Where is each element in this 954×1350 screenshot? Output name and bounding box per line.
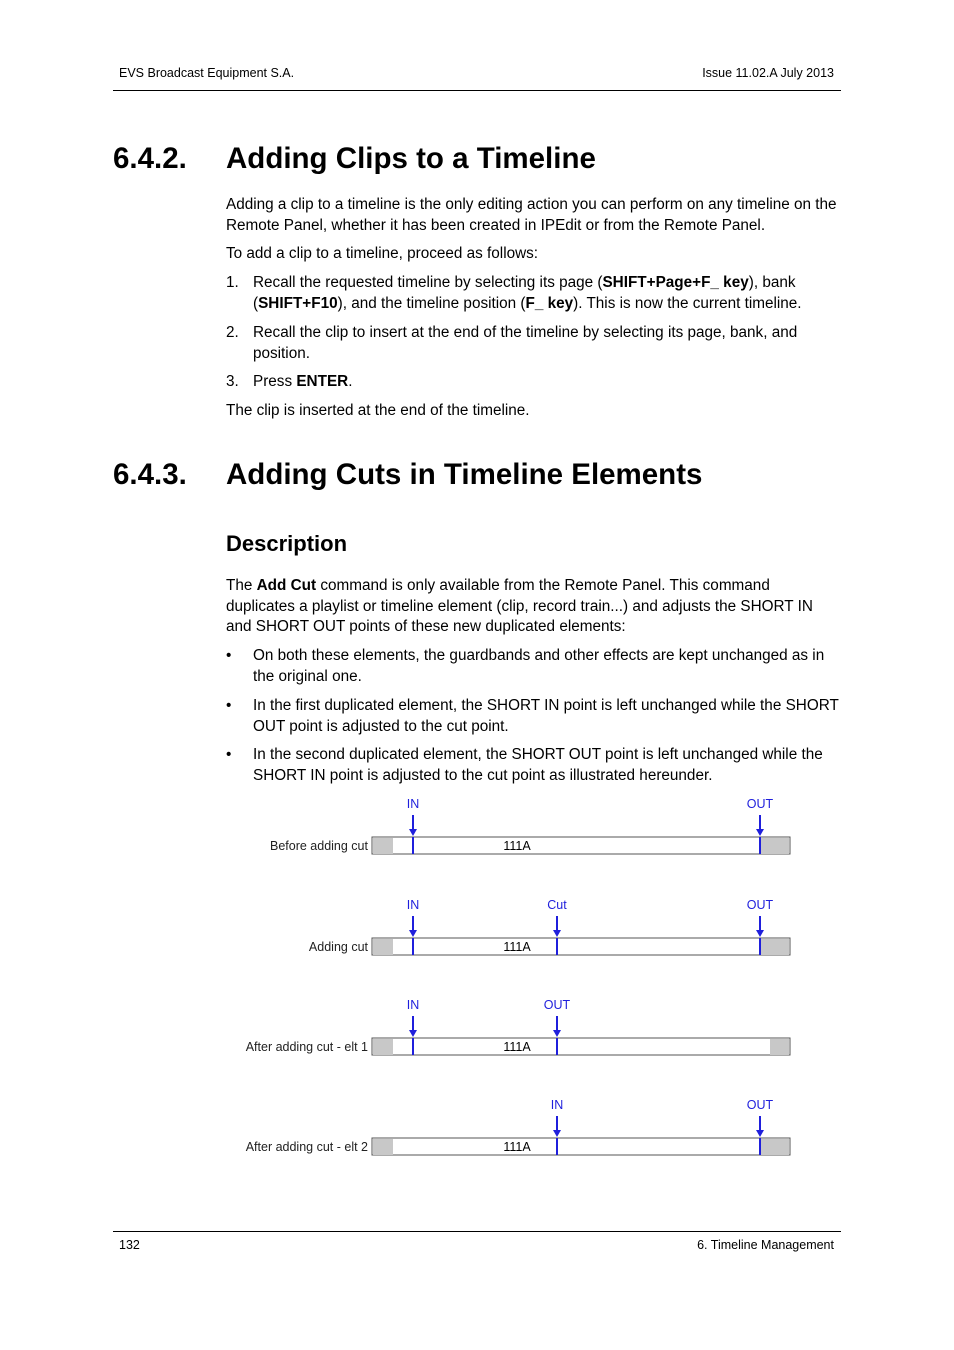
subsection-title: Description <box>226 531 348 556</box>
guardband-left <box>373 1139 393 1155</box>
marker-arrowhead <box>553 1130 561 1137</box>
bullet-item <box>226 696 841 737</box>
marker-label: OUT <box>746 797 774 811</box>
bold-text: SHIFT+Page+F_ key <box>602 274 749 291</box>
text-run: The <box>226 577 257 594</box>
timeline-bar <box>372 1138 790 1155</box>
section-title-6-4-2 <box>113 142 596 176</box>
bullet-marker: • <box>226 746 232 763</box>
section-heading: Adding Clips to a Timeline <box>226 142 596 175</box>
bold-text: F_ key <box>525 294 574 312</box>
header-left: EVS Broadcast Equipment S.A. <box>119 66 295 80</box>
bullet-text: In the second duplicated element, the SHORT OUT point is left unchanged while the SHORT IN point is adjusted to the cut point as illustrated hereunder. <box>253 746 823 784</box>
guardband-right <box>770 1039 789 1055</box>
bold-text: ENTER <box>296 373 349 390</box>
marker-arrowhead <box>553 930 561 937</box>
bullet-item <box>226 745 841 786</box>
step-item <box>226 273 841 314</box>
footer-chapter: 6. Timeline Management <box>697 1238 834 1252</box>
step-number: 1. <box>226 274 239 291</box>
marker-arrowhead <box>756 930 764 937</box>
text-run: Recall the clip to insert at the end of the timeline by selecting its page, bank, and position. <box>253 324 798 362</box>
page-number: 132 <box>119 1238 140 1252</box>
clip-name: 111A <box>503 1140 531 1154</box>
clip-name: 111A <box>503 1040 531 1054</box>
section-title-6-4-3 <box>113 458 702 492</box>
section1-outro: The clip is inserted at the end of the timeline. <box>226 402 530 419</box>
bold-text: SHIFT+F10 <box>258 294 338 312</box>
marker-label: Cut <box>547 898 567 912</box>
guardband-right <box>760 838 789 854</box>
marker-label: IN <box>406 797 420 811</box>
step-item <box>226 323 841 364</box>
guardband-right <box>760 1139 789 1155</box>
marker-arrowhead <box>756 1130 764 1137</box>
section-number: 6.4.2. <box>113 142 187 175</box>
text-run: ), bank ( <box>253 274 796 312</box>
header-rule <box>113 90 841 91</box>
step-number: 3. <box>226 373 239 390</box>
marker-label: OUT <box>746 1098 774 1112</box>
guardband-left <box>373 939 393 955</box>
guardband-left <box>373 1039 393 1055</box>
marker-arrowhead <box>409 829 417 836</box>
marker-label: OUT <box>746 898 774 912</box>
timeline-bar <box>372 938 790 955</box>
clip-name: 111A <box>503 940 531 954</box>
marker-label: IN <box>406 998 420 1012</box>
text-run: Recall the requested timeline by selecting its page ( <box>253 274 603 291</box>
header-right: Issue 11.02.A July 2013 <box>702 66 834 80</box>
step-text <box>253 323 841 364</box>
marker-arrowhead <box>409 1030 417 1037</box>
text-run: ). This is now the current timeline. <box>573 294 802 312</box>
text-run: . <box>348 373 353 390</box>
marker-label: IN <box>550 1098 564 1112</box>
marker-arrowhead <box>553 1030 561 1037</box>
timeline-bar <box>372 1038 790 1055</box>
timeline-bar <box>372 837 790 854</box>
section-heading: Adding Cuts in Timeline Elements <box>226 458 703 491</box>
section1-lead: To add a clip to a timeline, proceed as follows: <box>226 245 539 262</box>
row-label: Before adding cut <box>270 839 368 853</box>
marker-label: IN <box>406 898 420 912</box>
bullet-text: On both these elements, the guardbands and other effects are kept unchanged as in the original one. <box>253 647 825 685</box>
footer-rule <box>113 1231 841 1232</box>
bullet-text: In the first duplicated element, the SHORT IN point is left unchanged while the SHORT OUT point is adjusted to the cut point. <box>253 697 839 735</box>
section2-intro <box>226 576 841 638</box>
step-number: 2. <box>226 324 239 341</box>
cut-diagram <box>230 786 800 1166</box>
text-run: ), and the timeline position ( <box>337 294 526 312</box>
bullet-marker: • <box>226 647 232 664</box>
text-run: Press <box>253 373 297 390</box>
bullet-marker: • <box>226 697 232 714</box>
marker-label: OUT <box>543 998 571 1012</box>
bullet-item <box>226 646 841 687</box>
guardband-left <box>373 838 393 854</box>
step-item <box>226 372 841 393</box>
section1-intro: Adding a clip to a timeline is the only editing action you can perform on any timeline on the Remote Panel, whether it has been created in IPEdit or from the Remote Panel. <box>226 196 837 234</box>
step-text <box>253 372 841 393</box>
clip-name: 111A <box>503 839 531 853</box>
step-text <box>253 273 841 314</box>
section-number: 6.4.3. <box>113 458 187 491</box>
row-label: After adding cut - elt 2 <box>245 1140 368 1154</box>
row-label: Adding cut <box>308 940 368 954</box>
row-label: After adding cut - elt 1 <box>245 1040 368 1054</box>
bold-text: Add Cut <box>256 577 317 594</box>
text-run: command is only available from the Remote Panel. This command duplicates a playlist or timeline element (clip, record train...) and adjusts the SHORT IN and SHORT OUT points of these new duplicated elements: <box>226 577 813 635</box>
marker-arrowhead <box>756 829 764 836</box>
guardband-right <box>760 939 789 955</box>
marker-arrowhead <box>409 930 417 937</box>
